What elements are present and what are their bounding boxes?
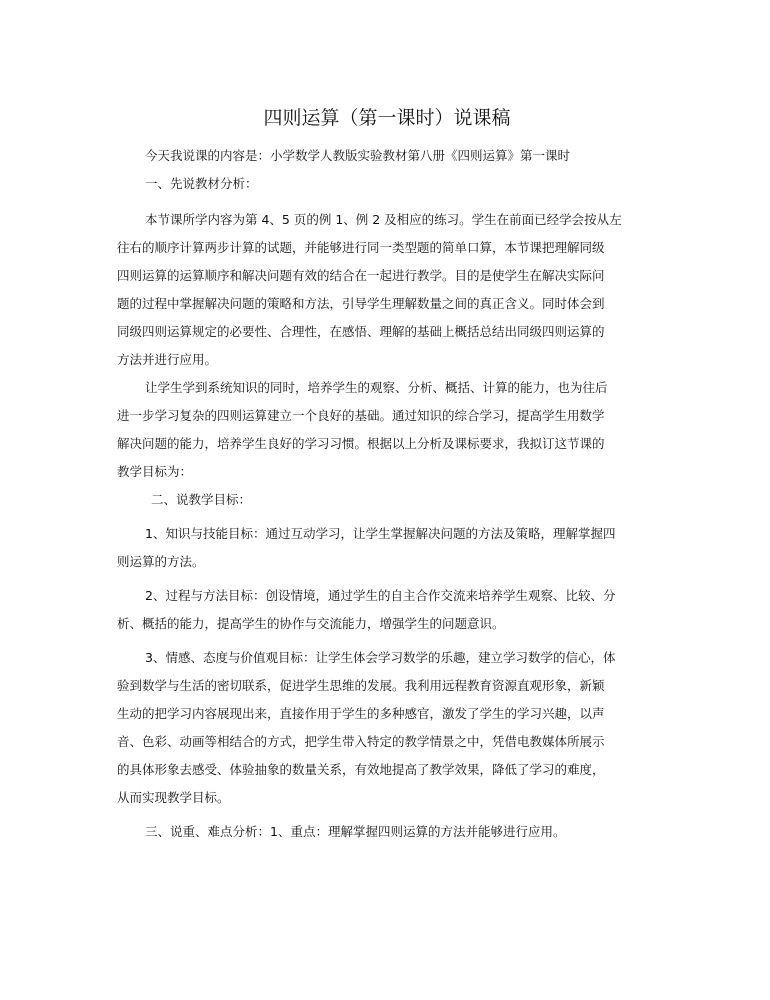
paragraph-line: 往右的顺序计算两步计算的试题，并能够进行同一类型题的简单口算，本节课把理解同级 (117, 240, 605, 255)
spacer (117, 132, 657, 142)
paragraph-line: 的具体形象去感受、体验抽象的数量关系，有效地提高了教学效果，降低了学习的难度， (117, 762, 605, 777)
paragraph-line: 3、情感、态度与价值观目标：让学生体会学习数学的乐趣，建立学习数学的信心，体 (145, 650, 616, 665)
paragraph-line: 方法并进行应用。 (117, 352, 218, 367)
paragraph-line: 题的过程中掌握解决问题的策略和方法，引导学生理解数量之间的真正含义。同时体会到 (117, 296, 605, 311)
paragraph-line: 验到数学与生活的密切联系，促进学生思维的发展。我利用远程教育资源直观形象，新颖 (117, 678, 605, 693)
spacer (117, 198, 657, 206)
document-page (117, 104, 657, 846)
paragraph-line: 生动的把学习内容展现出来，直接作用于学生的多种感官，激发了学生的学习兴趣，以声 (117, 706, 605, 721)
document-title: 四则运算（第一课时）说课稿 (263, 107, 511, 129)
section-heading-3: 三、说重、难点分析：1、重点：理解掌握四则运算的方法并能够进行应用。 (145, 824, 566, 839)
paragraph-line: 析、概括的能力，提高学生的协作与交流能力，增强学生的问题意识。 (117, 616, 505, 631)
paragraph-line: 进一步学习复杂的四则运算建立一个良好的基础。通过知识的综合学习，提高学生用数学 (117, 408, 605, 423)
paragraph-line: 教学目标为： (117, 464, 193, 479)
paragraph-line: 2、过程与方法目标：创设情境，通过学生的自主合作交流来培养学生观察、比较、分 (145, 588, 616, 603)
paragraph-line: 本节课所学内容为第 4、5 页的例 1、例 2 及相应的练习。学生在前面已经学会按从左 (145, 212, 622, 227)
section-heading-2: 二、说教学目标： (151, 492, 252, 507)
section-heading-1: 一、先说教材分析： (145, 176, 258, 191)
paragraph-line: 四则运算的运算顺序和解决问题有效的结合在一起进行教学。目的是使学生在解决实际问 (117, 268, 605, 283)
paragraph-line: 从而实现教学目标。 (117, 790, 230, 805)
paragraph-line: 音、色彩、动画等相结合的方式，把学生带入特定的教学情景之中，凭借电教媒体所展示 (117, 734, 605, 749)
paragraph-line: 解决问题的能力，培养学生良好的学习习惯。根据以上分析及课标要求，我拟订这节课的 (117, 436, 605, 451)
intro-line: 今天我说课的内容是：小学数学人教版实验教材第八册《四则运算》第一课时 (145, 148, 571, 163)
paragraph-line: 让学生学到系统知识的同时，培养学生的观察、分析、概括、计算的能力，也为往后 (145, 380, 608, 395)
paragraph-line: 1、知识与技能目标：通过互动学习，让学生掌握解决问题的方法及策略，理解掌握四 (145, 526, 616, 541)
paragraph-line: 同级四则运算规定的必要性、合理性，在感悟、理解的基础上概括总结出同级四则运算的 (117, 324, 605, 339)
paragraph-line: 则运算的方法。 (117, 554, 205, 569)
